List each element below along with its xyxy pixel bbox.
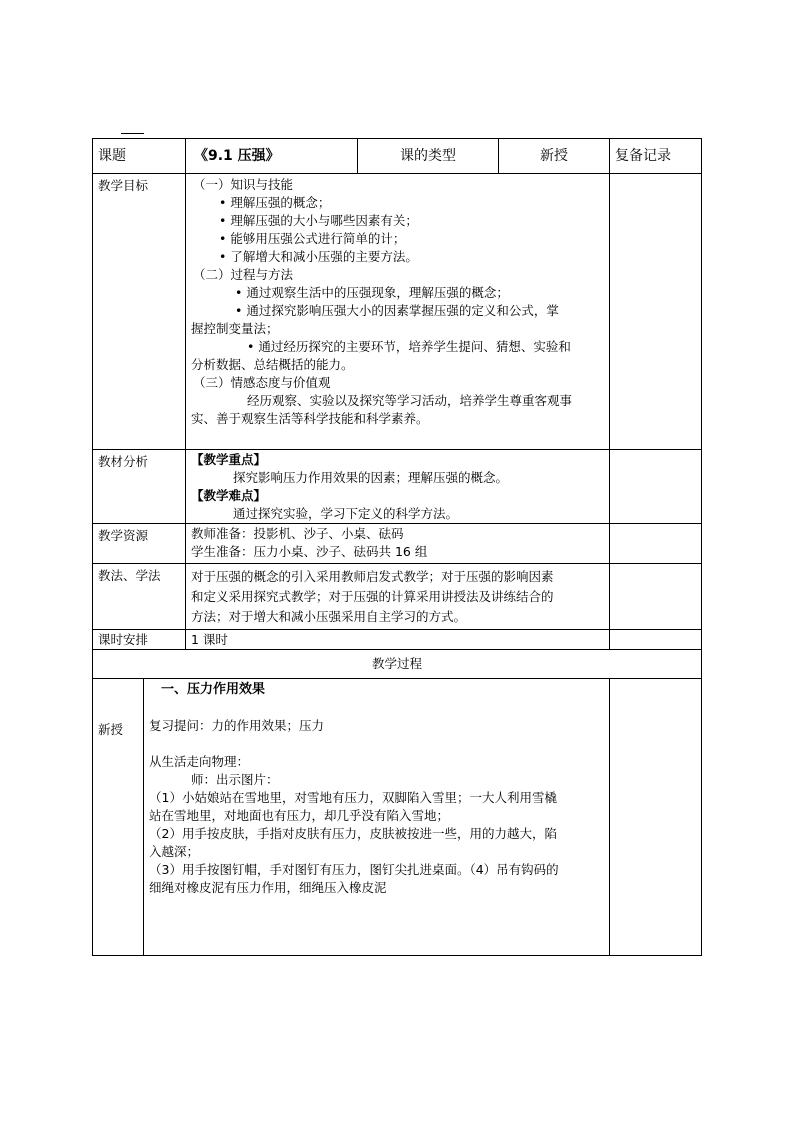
objective-item: • 理解压强的概念； bbox=[219, 195, 331, 210]
example-line: 细绳对橡皮泥有压力作用，细绳压入橡皮泥 bbox=[149, 880, 387, 895]
objective-item-cont: 实、善于观察生活等科学技能和科学素养。 bbox=[191, 411, 429, 426]
review-question: 复习提问：力的作用效果；压力 bbox=[149, 718, 325, 733]
lesson-type-label: 课的类型 bbox=[358, 139, 499, 174]
example-line: 站在雪地里，对地面也有压力，却几乎没有陷入雪地； bbox=[149, 808, 450, 823]
resources-row bbox=[93, 524, 702, 564]
objective-heading-3: （三）情感态度与价值观 bbox=[193, 375, 331, 390]
analysis-content bbox=[186, 450, 610, 524]
revision-cell bbox=[610, 630, 702, 650]
objective-item-cont: 分析数据、总结概括的能力。 bbox=[191, 357, 354, 372]
hours-row bbox=[93, 630, 702, 650]
header-row bbox=[93, 139, 702, 174]
revision-cell bbox=[610, 564, 702, 630]
methods-line: 方法；对于增大和减小压强采用自主学习的方式。 bbox=[191, 609, 467, 624]
objectives-label: 教学目标 bbox=[93, 174, 186, 450]
section-heading: 一、压力作用效果 bbox=[161, 682, 266, 697]
objective-item: • 能够用压强公式进行简单的计； bbox=[219, 231, 406, 246]
objective-item: • 通过观察生活中的压强现象，理解压强的概念； bbox=[235, 285, 509, 300]
revision-cell bbox=[610, 679, 702, 956]
revision-cell bbox=[610, 524, 702, 564]
student-prep: 学生准备：压力小桌、沙子、砝码共 16 组 bbox=[191, 544, 428, 559]
difficulty-text: 通过探究实验，学习下定义的科学方法。 bbox=[233, 506, 459, 521]
resources-content bbox=[186, 524, 610, 564]
objective-item: • 通过探究影响压强大小的因素掌握压强的定义和公式，掌 bbox=[235, 303, 559, 318]
topic-label: 课题 bbox=[93, 139, 186, 174]
difficulty-title: 【教学难点】 bbox=[191, 488, 267, 503]
objective-heading-1: （一）知识与技能 bbox=[193, 177, 294, 192]
process-content bbox=[144, 679, 610, 956]
resources-label: 教学资源 bbox=[93, 524, 186, 564]
life-to-physics: 从生活走向物理： bbox=[149, 754, 250, 769]
stage-label: 新授 bbox=[93, 679, 144, 956]
process-title: 教学过程 bbox=[93, 650, 702, 679]
example-line: （2）用手按皮肤，手指对皮肤有压力，皮肤被按进一些，用的力越大，陷 bbox=[149, 826, 557, 841]
header-rule bbox=[121, 133, 144, 134]
example-line: 入越深； bbox=[149, 844, 200, 859]
lesson-plan-table bbox=[92, 138, 702, 956]
hours-label: 课时安排 bbox=[93, 630, 186, 650]
methods-row bbox=[93, 564, 702, 630]
lesson-type-value: 新授 bbox=[499, 139, 610, 174]
process-title-row bbox=[93, 650, 702, 679]
objective-item: • 理解压强的大小与哪些因素有关； bbox=[219, 213, 418, 228]
example-line: （3）用手按图钉帽，手对图钉有压力，图钉尖扎进桌面。（4）吊有钩码的 bbox=[149, 862, 559, 877]
objective-item: • 通过经历探究的主要环节，培养学生提问、猜想、实验和 bbox=[247, 339, 571, 354]
revision-cell bbox=[610, 174, 702, 450]
key-point-title: 【教学重点】 bbox=[191, 452, 267, 467]
hours-value: 1 课时 bbox=[186, 630, 610, 650]
revision-cell bbox=[610, 450, 702, 524]
analysis-row bbox=[93, 450, 702, 524]
objective-item: 经历观察、实验以及探究等学习活动，培养学生尊重客观事 bbox=[247, 393, 573, 408]
analysis-label: 教材分析 bbox=[93, 450, 186, 524]
example-line: （1）小姑娘站在雪地里，对雪地有压力，双脚陷入雪里；一大人利用雪橇 bbox=[149, 790, 557, 805]
methods-line: 对于压强的概念的引入采用教师启发式教学；对于压强的影响因素 bbox=[191, 569, 554, 584]
methods-content bbox=[186, 564, 610, 630]
methods-label: 教法、学法 bbox=[93, 564, 186, 630]
teacher-action: 师：出示图片： bbox=[191, 772, 279, 787]
objective-heading-2: （二）过程与方法 bbox=[193, 267, 294, 282]
objective-item: • 了解增大和减小压强的主要方法。 bbox=[219, 249, 418, 264]
topic-title: 《9.1 压强》 bbox=[186, 139, 358, 174]
objectives-row bbox=[93, 174, 702, 450]
teacher-prep: 教师准备：投影机、沙子、小桌、砝码 bbox=[191, 526, 404, 541]
objectives-content bbox=[186, 174, 610, 450]
key-point-text: 探究影响压力作用效果的因素；理解压强的概念。 bbox=[233, 470, 509, 485]
revision-record-label: 复备记录 bbox=[610, 139, 702, 174]
process-row bbox=[93, 679, 702, 956]
methods-line: 和定义采用探究式教学；对于压强的计算采用讲授法及讲练结合的 bbox=[191, 589, 554, 604]
objective-item-cont: 握控制变量法； bbox=[191, 321, 279, 336]
